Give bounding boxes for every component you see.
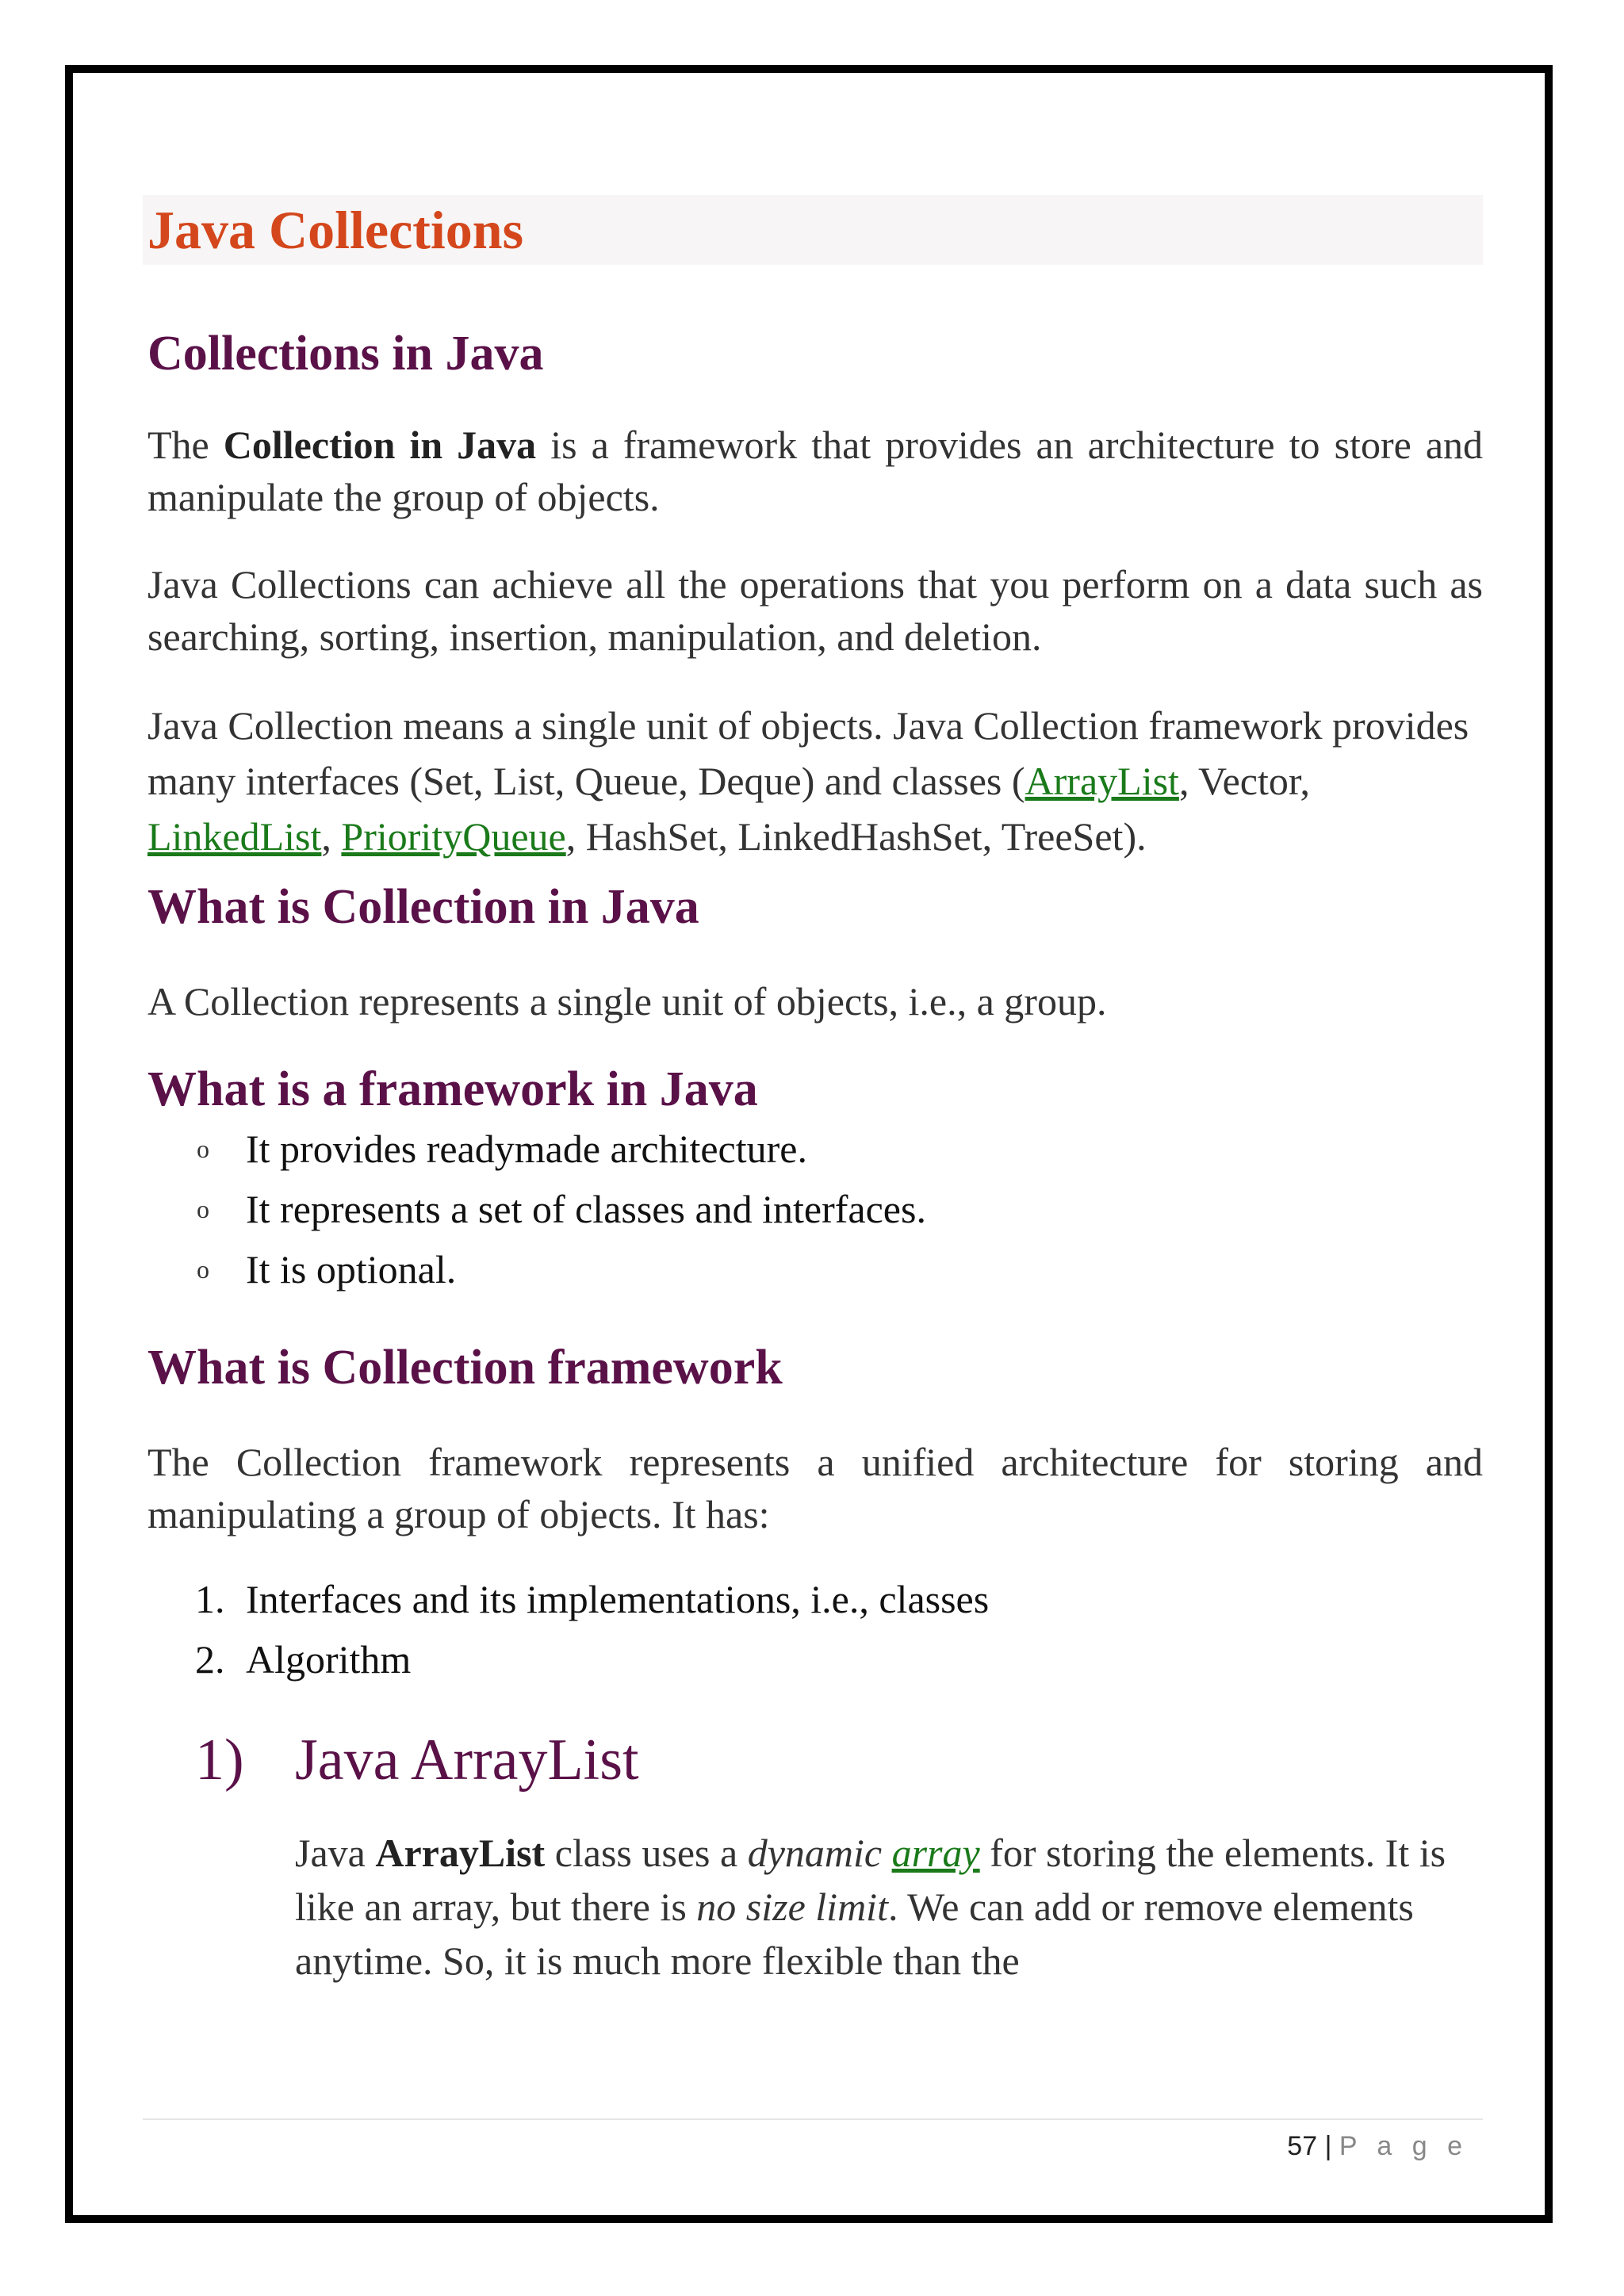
link-priorityqueue[interactable]: PriorityQueue: [341, 814, 566, 859]
paragraph-operations: Java Collections can achieve all the operations that you perform on a data such as searching, sorting, insertion, manipulation, and deletion.: [147, 562, 1483, 660]
chapter-title: Java Collections: [147, 200, 524, 260]
list-item-text: It provides readymade architecture.: [246, 1126, 807, 1171]
list-item-text: Interfaces and its implementations, i.e., classes: [246, 1576, 990, 1621]
bullet-icon: o: [197, 1194, 209, 1223]
heading-what-is-framework: What is a framework in Java: [147, 1062, 758, 1117]
text: [882, 1831, 892, 1875]
subheading-title: Java ArrayList: [295, 1727, 639, 1793]
list-item-text: It represents a set of classes and interfaces.: [246, 1186, 926, 1231]
text: is a framework that provides an architecture to store and manipulate the group of objects.: [147, 423, 1484, 520]
chapter-banner: [143, 195, 1483, 265]
italic-term: no size limit: [696, 1884, 888, 1929]
text: , HashSet, LinkedHashSet, TreeSet).: [565, 814, 1147, 859]
list-item: [147, 1569, 1483, 1629]
heading-collection-framework: What is Collection framework: [147, 1340, 783, 1395]
page-content: [147, 195, 1483, 1988]
text: ,: [321, 814, 342, 859]
list-number: 2.: [195, 1636, 225, 1682]
list-item: [147, 1119, 1483, 1179]
bullet-icon: o: [197, 1134, 209, 1163]
subheading-number: 1): [195, 1727, 244, 1793]
link-array[interactable]: array: [891, 1830, 980, 1875]
heading-collections-in-java: Collections in Java: [147, 327, 544, 381]
framework-bullet-list: [147, 1119, 1483, 1299]
link-arraylist[interactable]: ArrayList: [1025, 759, 1179, 804]
paragraph-framework-description: The Collection framework represents a unified architecture for storing and manipulating a group of objects. It has:: [147, 1439, 1483, 1536]
footer-divider: [143, 2118, 1483, 2120]
text: Java: [295, 1830, 376, 1875]
text: The: [147, 423, 224, 468]
list-item: [147, 1239, 1483, 1299]
page-label: P a g e: [1339, 2131, 1469, 2161]
bold-term: Collection in Java: [223, 423, 537, 468]
text: . We can add or remove elements anytime. So, it is much more flexible than the: [295, 1884, 1414, 1983]
paragraph-intro: [147, 419, 1483, 523]
text: Java Collection means a single unit of objects. Java Collection framework provides many interfaces (Set, List, Queue, Deque) and classes (: [147, 703, 1469, 804]
footer-separator: |: [1324, 2131, 1332, 2161]
list-item-text: Algorithm: [246, 1636, 412, 1682]
text: class uses a: [545, 1830, 748, 1875]
text: for storing the elements. It is like an array, but there is: [295, 1830, 1446, 1929]
link-linkedlist[interactable]: LinkedList: [147, 814, 322, 859]
heading-what-is-collection: What is Collection in Java: [147, 880, 699, 935]
bullet-icon: o: [197, 1254, 209, 1284]
bold-term: ArrayList: [375, 1830, 546, 1875]
list-item-text: It is optional.: [246, 1246, 457, 1292]
paragraph-collection-definition: A Collection represents a single unit of objects, i.e., a group.: [147, 979, 1107, 1024]
text: , Vector,: [1178, 759, 1311, 804]
framework-numbered-list: [147, 1569, 1483, 1689]
list-item: [147, 1629, 1483, 1689]
list-number: 1.: [195, 1576, 225, 1621]
page-footer: [1287, 2131, 1469, 2162]
paragraph-arraylist: [295, 1826, 1483, 1988]
subheading-java-arraylist: [147, 1727, 1483, 1793]
paragraph-interfaces: [147, 698, 1483, 864]
page-number: 57: [1287, 2131, 1318, 2161]
list-item: [147, 1179, 1483, 1239]
italic-term: dynamic: [747, 1830, 883, 1875]
